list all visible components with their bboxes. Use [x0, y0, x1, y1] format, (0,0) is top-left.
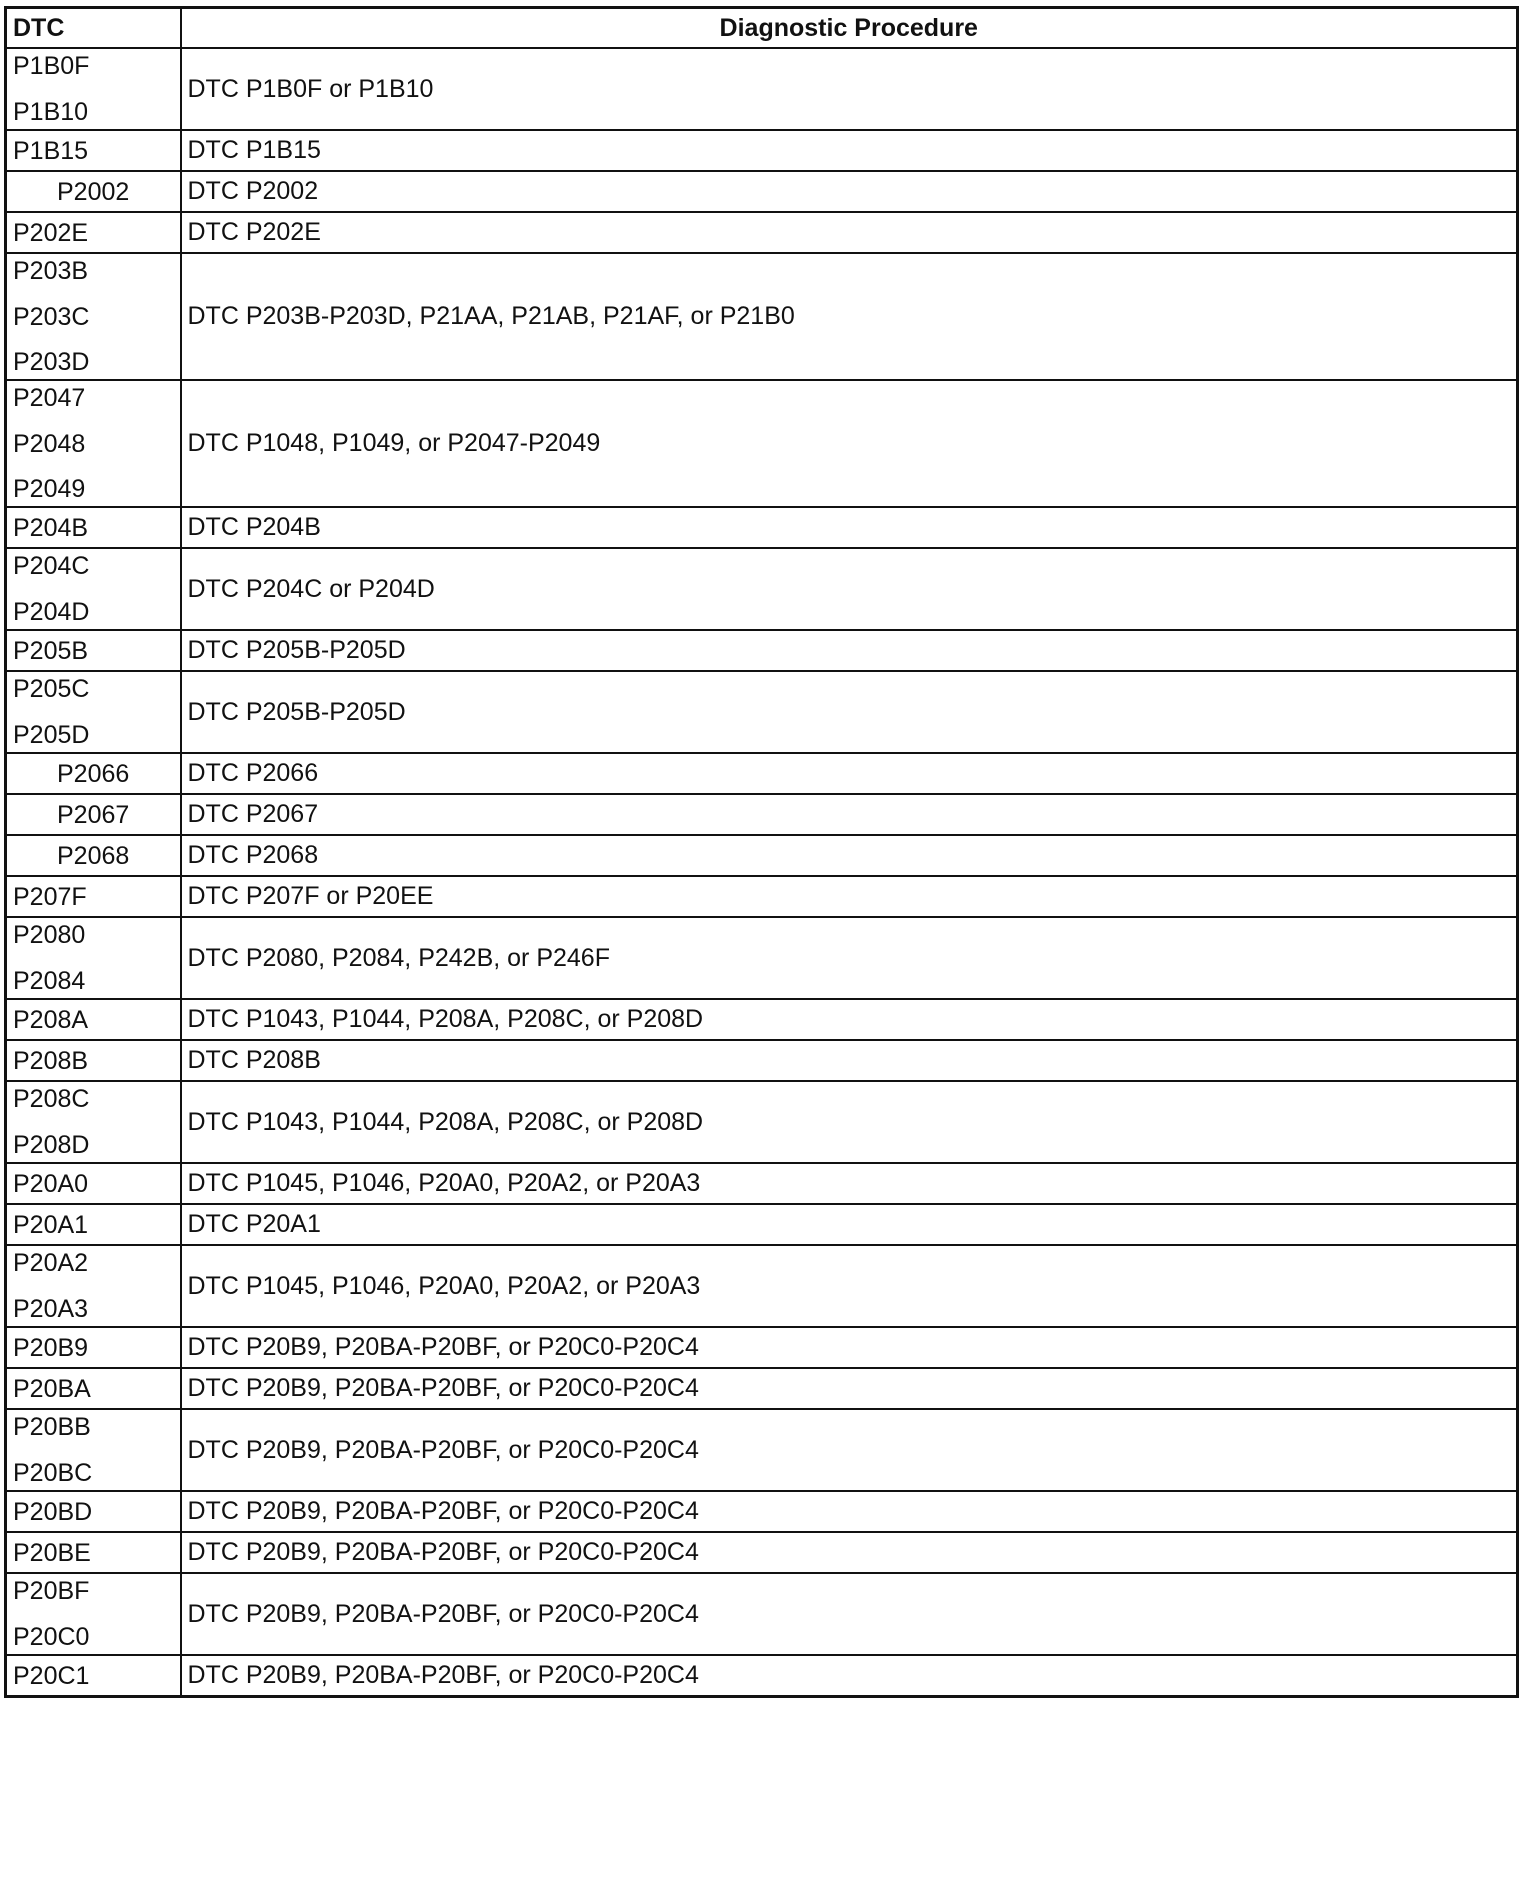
- dtc-code-cell: [6, 1368, 181, 1409]
- dtc-code: P202E: [13, 218, 89, 247]
- diagnostic-procedure-cell: DTC P2067: [181, 794, 1518, 835]
- dtc-code-cell: [6, 1204, 181, 1245]
- diagnostic-procedure-cell: DTC P2080, P2084, P242B, or P246F: [181, 917, 1518, 999]
- dtc-code: P204B: [13, 513, 89, 542]
- dtc-code: P203D: [13, 348, 90, 376]
- table-row: [6, 1655, 1518, 1697]
- dtc-code: P20A1: [13, 1210, 89, 1239]
- dtc-code-stack: [13, 1535, 174, 1570]
- dtc-code-cell: [6, 212, 181, 253]
- dtc-code-cell: [6, 1573, 181, 1655]
- dtc-code: P1B10: [13, 98, 89, 126]
- dtc-code-cell: [6, 1655, 181, 1697]
- diagnostic-procedure-cell: DTC P20B9, P20BA-P20BF, or P20C0-P20C4: [181, 1573, 1518, 1655]
- dtc-code-cell: [6, 835, 181, 876]
- dtc-code: P2048: [13, 429, 86, 458]
- dtc-code: P203C: [13, 302, 90, 331]
- table-row: [6, 671, 1518, 753]
- dtc-code: P207F: [13, 882, 87, 911]
- table-row: [6, 1532, 1518, 1573]
- dtc-code: P1B15: [13, 136, 89, 165]
- diagnostic-procedure-cell: DTC P207F or P20EE: [181, 876, 1518, 917]
- dtc-code-cell: [6, 1409, 181, 1491]
- dtc-code-stack: [13, 133, 174, 168]
- dtc-code-stack: [13, 1494, 174, 1529]
- diagnostic-procedure-cell: DTC P20A1: [181, 1204, 1518, 1245]
- dtc-code: P205B: [13, 636, 89, 665]
- dtc-code-cell: [6, 1327, 181, 1368]
- table-row: [6, 917, 1518, 999]
- table-row: [6, 1327, 1518, 1368]
- dtc-code: P20BF: [13, 1577, 90, 1605]
- dtc-code-stack: [13, 633, 174, 668]
- table-row: [6, 999, 1518, 1040]
- table-row: [6, 876, 1518, 917]
- dtc-code: P2066: [57, 759, 130, 788]
- table-row: [6, 507, 1518, 548]
- dtc-code-stack: [13, 510, 174, 545]
- diagnostic-procedure-cell: DTC P1B15: [181, 130, 1518, 171]
- dtc-code-cell: [6, 876, 181, 917]
- dtc-code: P20BB: [13, 1413, 91, 1441]
- table-row: [6, 1163, 1518, 1204]
- dtc-code-stack: [13, 1166, 174, 1201]
- dtc-code-stack: [13, 1658, 174, 1693]
- diagnostic-procedure-cell: DTC P2002: [181, 171, 1518, 212]
- table-row: [6, 1245, 1518, 1327]
- dtc-code-stack: [13, 215, 174, 250]
- table-row: [6, 1040, 1518, 1081]
- dtc-code-cell: [6, 1163, 181, 1204]
- diagnostic-procedure-cell: DTC P20B9, P20BA-P20BF, or P20C0-P20C4: [181, 1368, 1518, 1409]
- dtc-code: P20C1: [13, 1661, 90, 1690]
- diagnostic-procedure-cell: DTC P2066: [181, 753, 1518, 794]
- dtc-code: P20BC: [13, 1459, 93, 1487]
- table-row: [6, 753, 1518, 794]
- dtc-code-cell: [6, 630, 181, 671]
- diagnostic-procedure-cell: DTC P20B9, P20BA-P20BF, or P20C0-P20C4: [181, 1491, 1518, 1532]
- dtc-table: [4, 6, 1519, 1698]
- dtc-code: P20B9: [13, 1333, 89, 1362]
- table-row: [6, 1409, 1518, 1491]
- dtc-code-cell: [6, 753, 181, 794]
- dtc-code-cell: [6, 130, 181, 171]
- diagnostic-procedure-cell: DTC P1043, P1044, P208A, P208C, or P208D: [181, 1081, 1518, 1163]
- dtc-code-cell: [6, 507, 181, 548]
- header-row: [6, 8, 1518, 49]
- dtc-code: P20BD: [13, 1497, 93, 1526]
- table-row: [6, 1204, 1518, 1245]
- dtc-code: P20A0: [13, 1169, 89, 1198]
- dtc-code-cell: [6, 253, 181, 380]
- dtc-code: P2049: [13, 475, 86, 503]
- dtc-code-cell: [6, 1040, 181, 1081]
- table-row: [6, 1368, 1518, 1409]
- diagnostic-procedure-cell: DTC P20B9, P20BA-P20BF, or P20C0-P20C4: [181, 1532, 1518, 1573]
- diagnostic-procedure-cell: DTC P1045, P1046, P20A0, P20A2, or P20A3: [181, 1245, 1518, 1327]
- diagnostic-procedure-cell: DTC P202E: [181, 212, 1518, 253]
- table-row: [6, 548, 1518, 630]
- dtc-code-cell: [6, 999, 181, 1040]
- dtc-code-cell: [6, 671, 181, 753]
- dtc-code: P208D: [13, 1131, 90, 1159]
- dtc-code-stack: [13, 254, 174, 379]
- dtc-code: P2080: [13, 921, 86, 949]
- dtc-code-stack: [13, 49, 174, 129]
- dtc-code-stack: [13, 1002, 174, 1037]
- table-row: [6, 630, 1518, 671]
- dtc-code-cell: [6, 1532, 181, 1573]
- diagnostic-procedure-cell: DTC P205B-P205D: [181, 630, 1518, 671]
- dtc-code-stack: [13, 1371, 174, 1406]
- dtc-code-cell: [6, 794, 181, 835]
- dtc-code-stack: [13, 1043, 174, 1078]
- dtc-code: P2067: [57, 800, 130, 829]
- table-body: [6, 48, 1518, 1697]
- diagnostic-procedure-cell: DTC P20B9, P20BA-P20BF, or P20C0-P20C4: [181, 1327, 1518, 1368]
- table-row: [6, 835, 1518, 876]
- dtc-code: P204C: [13, 552, 90, 580]
- dtc-code-stack: [57, 174, 174, 209]
- dtc-code: P20A2: [13, 1249, 89, 1277]
- dtc-code: P2002: [57, 177, 130, 206]
- dtc-code: P20A3: [13, 1295, 89, 1323]
- diagnostic-procedure-cell: DTC P205B-P205D: [181, 671, 1518, 753]
- dtc-code-stack: [57, 838, 174, 873]
- dtc-code-cell: [6, 1081, 181, 1163]
- dtc-code: P203B: [13, 257, 89, 285]
- diagnostic-procedure-cell: DTC P208B: [181, 1040, 1518, 1081]
- dtc-code-cell: [6, 48, 181, 130]
- dtc-code-cell: [6, 1491, 181, 1532]
- table-row: [6, 253, 1518, 380]
- dtc-code-stack: [13, 549, 174, 629]
- dtc-code: P20C0: [13, 1623, 90, 1651]
- dtc-code-cell: [6, 171, 181, 212]
- diagnostic-procedure-cell: DTC P203B-P203D, P21AA, P21AB, P21AF, or P21B0: [181, 253, 1518, 380]
- dtc-code-stack: [13, 672, 174, 752]
- diagnostic-procedure-cell: DTC P1B0F or P1B10: [181, 48, 1518, 130]
- table-row: [6, 171, 1518, 212]
- dtc-code-stack: [13, 879, 174, 914]
- dtc-code-stack: [13, 918, 174, 998]
- table-row: [6, 1491, 1518, 1532]
- header-procedure: Diagnostic Procedure: [181, 8, 1518, 49]
- dtc-code-stack: [13, 1207, 174, 1242]
- dtc-code-cell: [6, 917, 181, 999]
- dtc-code-cell: [6, 1245, 181, 1327]
- diagnostic-procedure-cell: DTC P1048, P1049, or P2047-P2049: [181, 380, 1518, 507]
- dtc-code-stack: [57, 756, 174, 791]
- dtc-code: P204D: [13, 598, 90, 626]
- dtc-code: P208B: [13, 1046, 89, 1075]
- dtc-code-stack: [13, 1082, 174, 1162]
- dtc-code-stack: [57, 797, 174, 832]
- dtc-document: [4, 6, 1516, 1698]
- diagnostic-procedure-cell: DTC P1045, P1046, P20A0, P20A2, or P20A3: [181, 1163, 1518, 1204]
- dtc-code: P205C: [13, 675, 90, 703]
- diagnostic-procedure-cell: DTC P20B9, P20BA-P20BF, or P20C0-P20C4: [181, 1655, 1518, 1697]
- diagnostic-procedure-cell: DTC P20B9, P20BA-P20BF, or P20C0-P20C4: [181, 1409, 1518, 1491]
- dtc-code: P205D: [13, 721, 90, 749]
- dtc-code-cell: [6, 548, 181, 630]
- dtc-code-cell: [6, 380, 181, 507]
- dtc-code: P2084: [13, 967, 86, 995]
- diagnostic-procedure-cell: DTC P2068: [181, 835, 1518, 876]
- dtc-code-stack: [13, 381, 174, 506]
- dtc-code-stack: [13, 1330, 174, 1365]
- dtc-code: P20BE: [13, 1538, 91, 1567]
- header-dtc: DTC: [6, 8, 181, 49]
- table-row: [6, 1081, 1518, 1163]
- table-row: [6, 212, 1518, 253]
- diagnostic-procedure-cell: DTC P1043, P1044, P208A, P208C, or P208D: [181, 999, 1518, 1040]
- dtc-code-stack: [13, 1410, 174, 1490]
- dtc-code: P208A: [13, 1005, 89, 1034]
- table-row: [6, 1573, 1518, 1655]
- dtc-code: P20BA: [13, 1374, 91, 1403]
- table-row: [6, 380, 1518, 507]
- diagnostic-procedure-cell: DTC P204B: [181, 507, 1518, 548]
- table-row: [6, 130, 1518, 171]
- dtc-code: P2047: [13, 384, 86, 412]
- table-row: [6, 48, 1518, 130]
- dtc-code: P208C: [13, 1085, 90, 1113]
- dtc-code: P2068: [57, 841, 130, 870]
- table-row: [6, 794, 1518, 835]
- dtc-code: P1B0F: [13, 52, 90, 80]
- dtc-code-stack: [13, 1574, 174, 1654]
- diagnostic-procedure-cell: DTC P204C or P204D: [181, 548, 1518, 630]
- dtc-code-stack: [13, 1246, 174, 1326]
